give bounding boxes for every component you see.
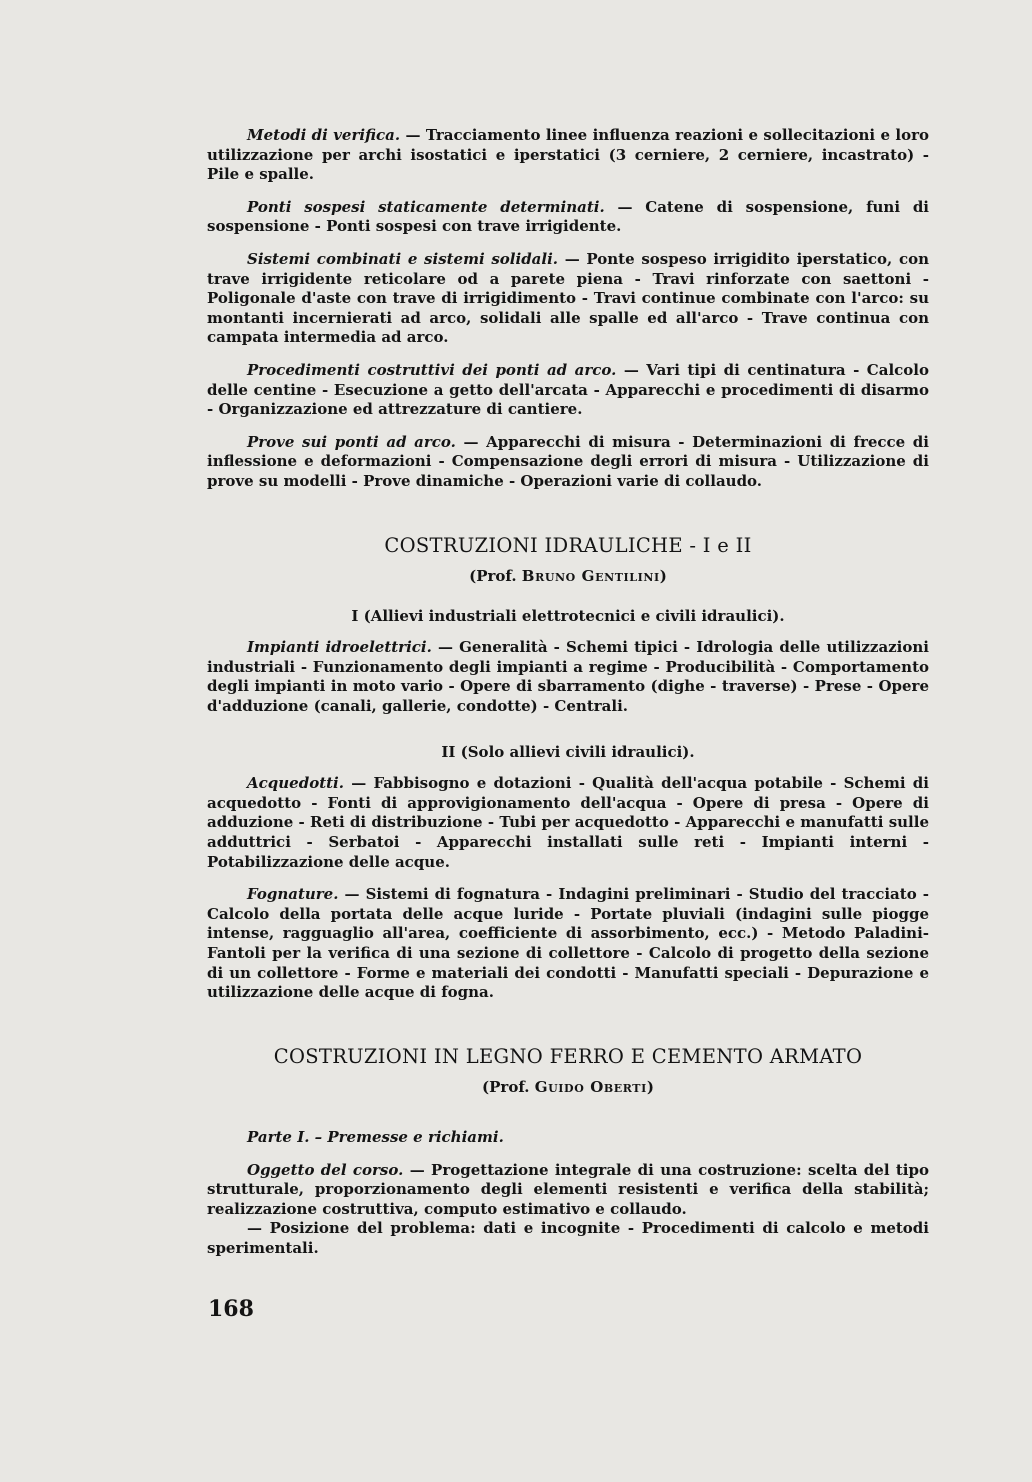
paragraph-lead: Acquedotti. xyxy=(247,774,344,793)
professor-name: Bruno Gentilini xyxy=(521,567,660,586)
professor-suffix: ) xyxy=(659,567,667,586)
bridge-topics-block xyxy=(207,126,929,492)
section-title: COSTRUZIONI IDRAULICHE - I e II xyxy=(384,533,752,557)
page-number: 168 xyxy=(208,1296,254,1322)
professor-line xyxy=(207,1078,929,1098)
part1-title: I (Allievi industriali elettrotecnici e civili idraulici). xyxy=(351,606,785,625)
paragraph-lead: Prove sui ponti ad arco. xyxy=(247,432,456,451)
paragraph-lead: Ponti sospesi staticamente determinati. xyxy=(247,197,605,216)
section-title: COSTRUZIONI IN LEGNO FERRO E CEMENTO ARMATO xyxy=(273,1044,863,1068)
page-content xyxy=(207,126,929,1272)
paragraph-ponti-sospesi xyxy=(207,198,929,237)
professor-name: Guido Oberti xyxy=(534,1078,647,1097)
professor-line xyxy=(207,567,929,587)
paragraph-text: — Apparecchi di misura - Determinazioni di frecce di inflessione e deformazioni - Compensazione degli errori di misura - Utilizzazione di prove su modelli - Prove dinamiche - Operazioni varie di collaudo. xyxy=(207,432,929,490)
professor-prefix: (Prof. xyxy=(469,567,522,586)
paragraph-lead: Oggetto del corso. xyxy=(247,1160,404,1179)
paragraph-text: — Generalità - Schemi tipici - Idrologia delle utilizzazioni industriali - Funzionamento degli impianti a regime - Producibilità - Comportamento degli impianti in moto vario - Opere di sbarramento (dighe - traverse) - Prese - Opere d'adduzione (canali, gallerie, condotte) - Centrali. xyxy=(207,638,929,716)
paragraph-lead: Procedimenti costruttivi dei ponti ad arco. xyxy=(247,360,617,379)
paragraph-oggetto-del-corso xyxy=(207,1161,929,1220)
paragraph-text: — Ponte sospeso irrigidito iperstatico, con trave irrigidente reticolare od a parete piena - Travi rinforzate con saettoni - Poligonale d'aste con trave di irrigidimento - Travi continue combinate con l'arco: su montanti incernierati ad arco, solidali alle spalle ed all'arco - Trave continua con campata intermedia ad arco. xyxy=(207,249,930,347)
paragraph-procedimenti-costruttivi xyxy=(207,361,929,420)
part-heading xyxy=(207,1128,929,1148)
paragraph-text: — Progettazione integrale di una costruzione: scelta del tipo strutturale, proporzionamento degli elementi resistenti e verifica della stabilità; realizzazione costruttiva, computo estimativo e collaudo. xyxy=(207,1160,929,1218)
paragraph-prove-sui-ponti xyxy=(207,433,929,492)
paragraph-text: — Posizione del problema: dati e incognite - Procedimenti di calcolo e metodi sperimentali. xyxy=(207,1219,929,1257)
paragraph-sistemi-combinati xyxy=(207,250,929,348)
paragraph-text: — Fabbisogno e dotazioni - Qualità dell'acqua potabile - Schemi di acquedotto - Fonti di approvigionamento dell'acqua - Opere di presa - Opere di adduzione - Reti di distribuzione - Tubi per acquedotto - Apparecchi e manufatti sulle adduttrici - Serbatoi - Apparecchi installati sulle reti - Impianti interni - Potabilizzazione delle acque. xyxy=(207,774,929,871)
paragraph-metodi-di-verifica xyxy=(207,126,929,185)
section-costruzioni-legno-ferro xyxy=(207,1044,929,1259)
paragraph-text: — Tracciamento linee influenza reazioni e sollecitazioni e loro utilizzazione per archi isostatici e iperstatici (3 cerniere, 2 cerniere, incastrato) - Pile e spalle. xyxy=(207,126,929,184)
paragraph-text: — Catene di sospensione, funi di sospensione - Ponti sospesi con trave irrigidente. xyxy=(207,197,930,236)
paragraph-impianti-idroelettrici xyxy=(207,638,929,716)
paragraph-acquedotti xyxy=(207,774,929,872)
paragraph-text: — Vari tipi di centinatura - Calcolo delle centine - Esecuzione a getto dell'arcata - Apparecchi e procedimenti di disarmo - Organizzazione ed attrezzature di cantiere. xyxy=(207,360,929,419)
paragraph-lead: Sistemi combinati e sistemi solidali. xyxy=(247,249,559,268)
part2-title: II (Solo allievi civili idraulici). xyxy=(441,742,695,761)
paragraph-lead: Impianti idroelettrici. xyxy=(247,638,432,657)
paragraph-lead: Fognature. xyxy=(247,885,339,904)
professor-suffix: ) xyxy=(646,1078,654,1097)
part-heading-text: Parte I. – Premesse e richiami. xyxy=(247,1127,504,1146)
paragraph-text: — Sistemi di fognatura - Indagini preliminari - Studio del tracciato - Calcolo della portata delle acque luride - Portate pluviali (indagini sulle piogge intense, ragguaglio all'area, coefficiente di assorbimento, ecc.) - Metodo Paladini-Fantoli per la verifica di una sezione di collettore - Calcolo di progetto della sezione di un collettore - Forme e materiali dei condotti - Manufatti speciali - Depurazione e utilizzazione delle acque di fogna. xyxy=(207,885,929,1002)
professor-prefix: (Prof. xyxy=(482,1078,535,1097)
section-costruzioni-idrauliche xyxy=(207,533,929,1003)
paragraph-fognature xyxy=(207,885,929,1003)
paragraph-lead: Metodi di verifica. xyxy=(247,126,401,144)
paragraph-posizione-del-problema xyxy=(207,1219,929,1258)
